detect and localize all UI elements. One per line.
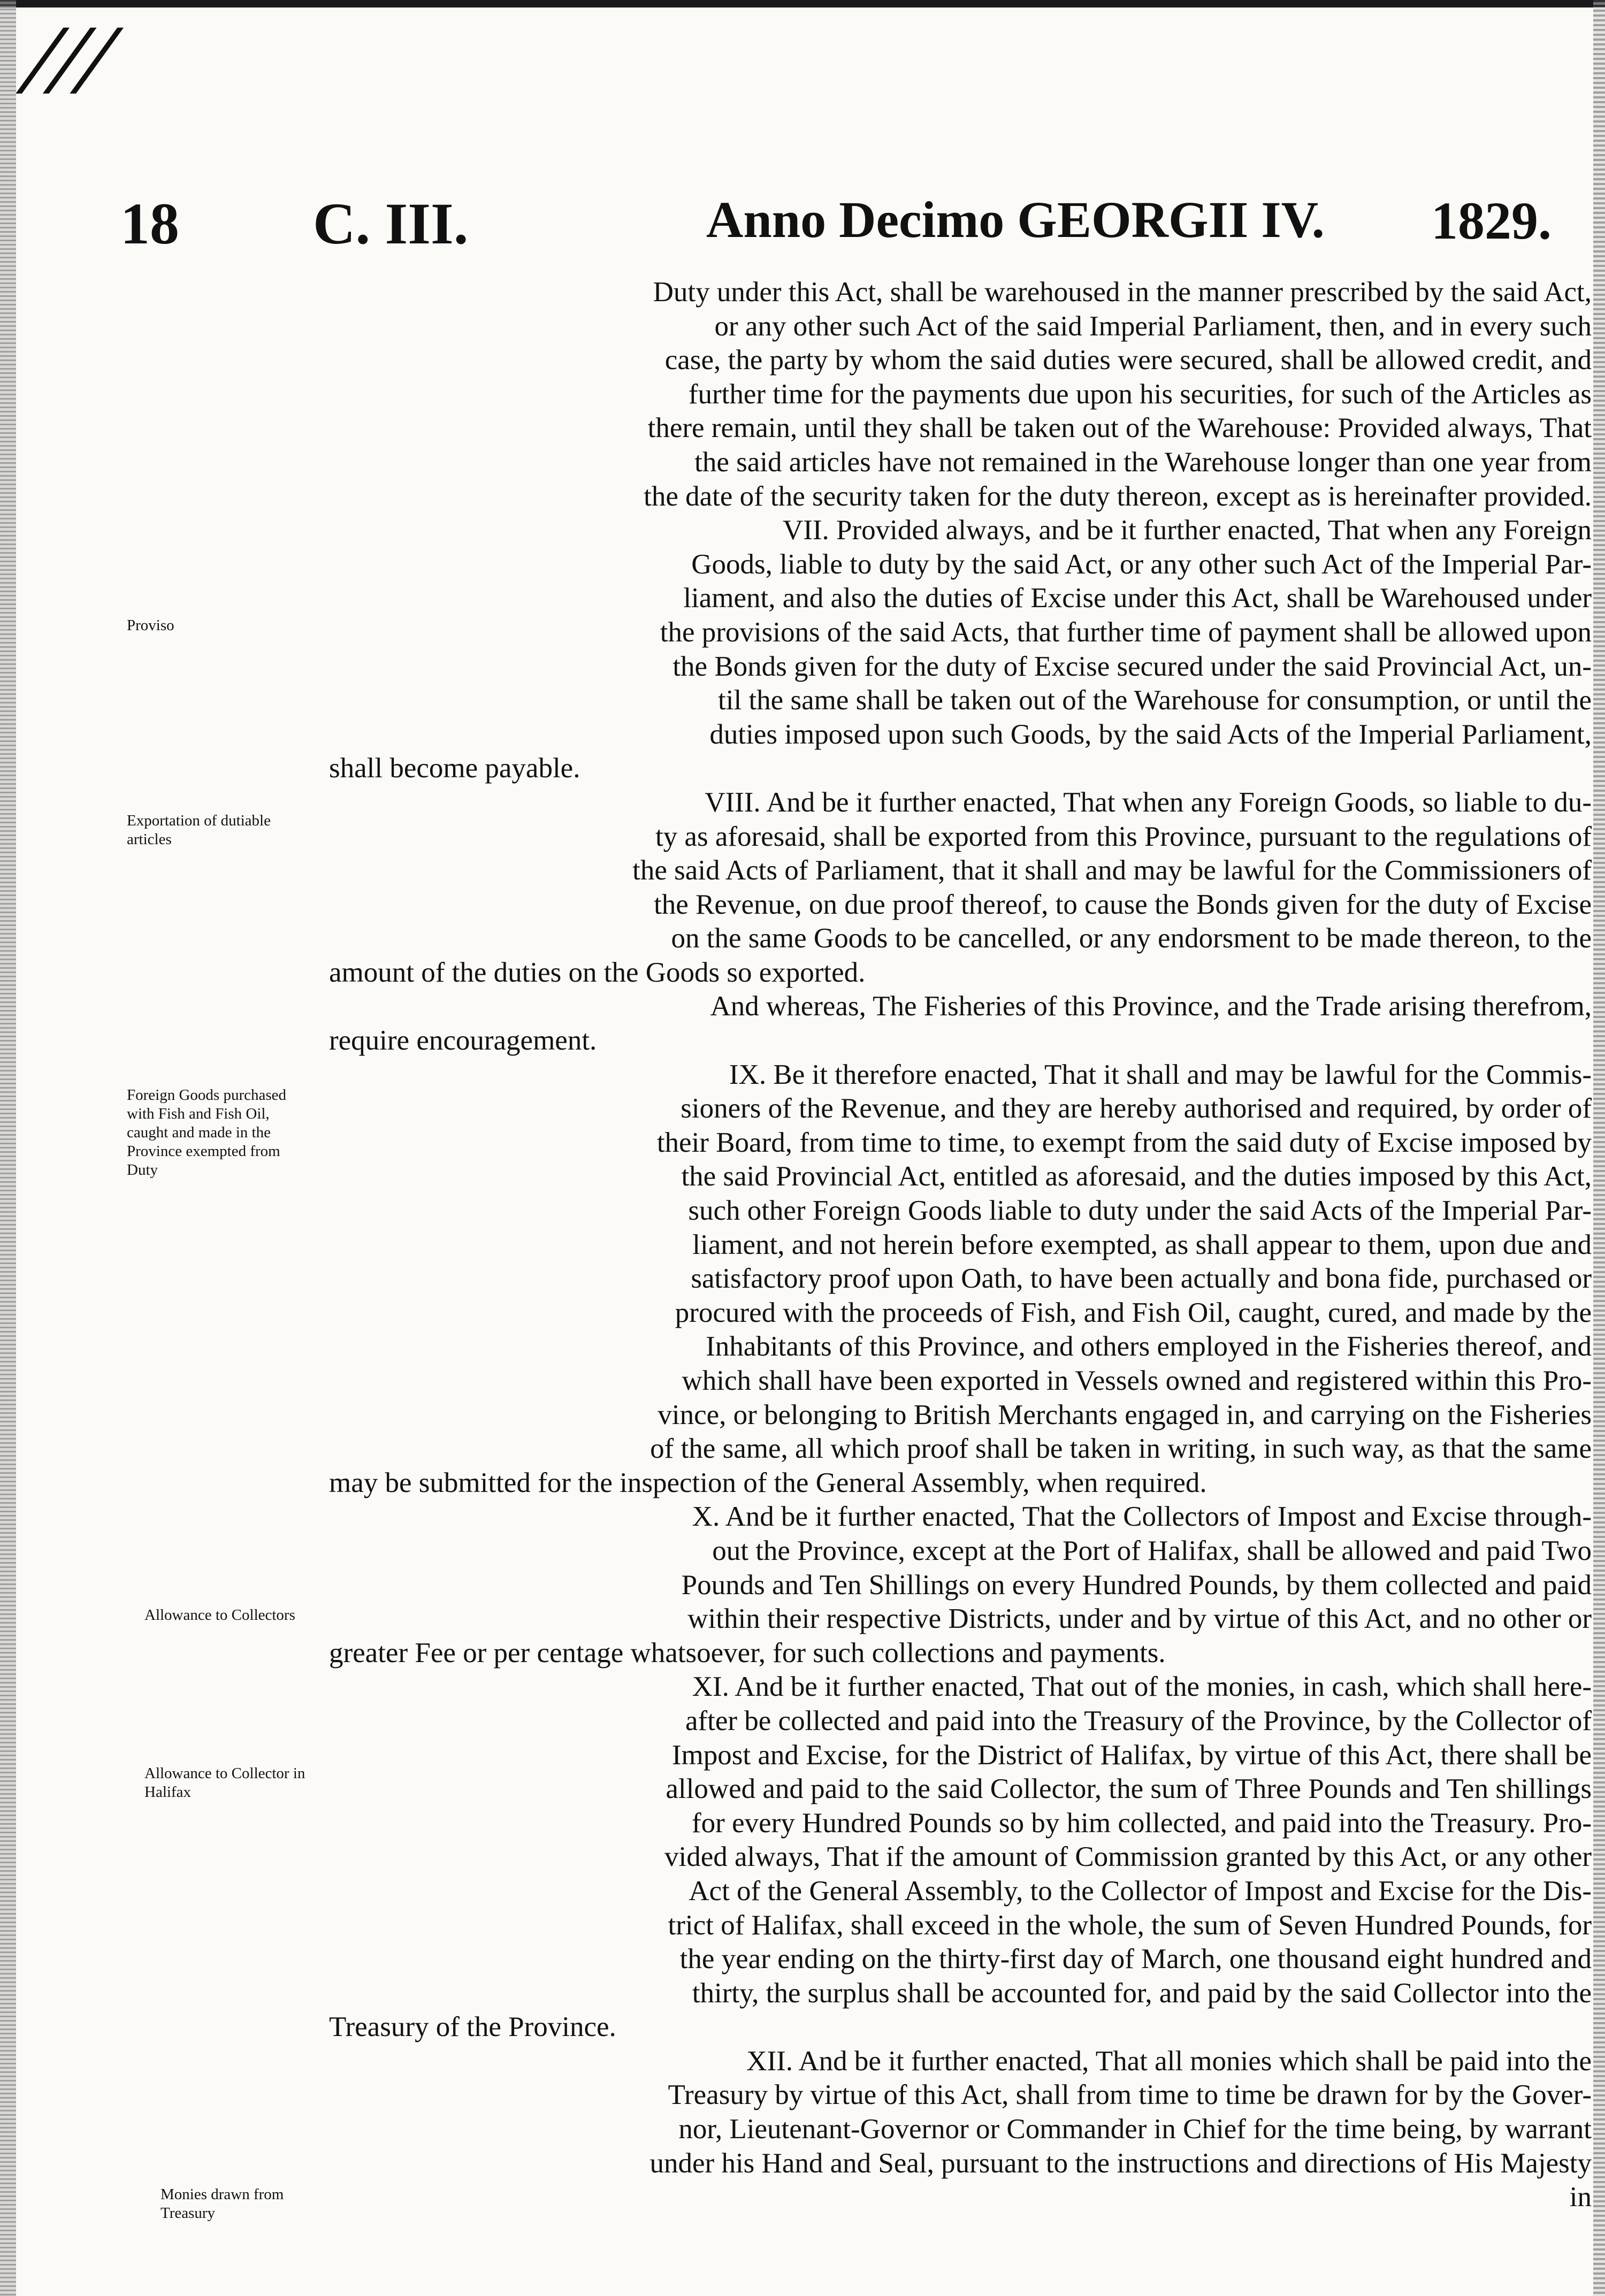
text-line: liament, and also the duties of Excise under this Act, shall be Warehoused under (683, 583, 1592, 614)
chapter-number: C. III. (313, 191, 469, 256)
text-line: on the same Goods to be cancelled, or any endorsment to be made thereon, to the (671, 923, 1592, 954)
year: 1829. (1431, 191, 1552, 250)
text-line: greater Fee or per centage whatsoever, for such collections and payments. (329, 1637, 1166, 1669)
margin-note-allowance-halifax: Allowance to Collector in Halifax (144, 1765, 305, 1801)
text-line: trict of Halifax, shall exceed in the whole, the sum of Seven Hundred Pounds, for (668, 1909, 1592, 1941)
text-line: the date of the security taken for the duty thereon, except as is hereinafter provided. (644, 480, 1592, 512)
text-line: the provisions of the said Acts, that further time of payment shall be allowed upon (660, 616, 1592, 648)
margin-note-exportation: Exportation of dutiable articles (127, 812, 271, 848)
text-line: Duty under this Act, shall be warehoused in the manner prescribed by the said Act, (653, 277, 1592, 308)
text-line: thirty, the surplus shall be accounted for, and paid by the said Collector into the (692, 1977, 1592, 2009)
text-line: for every Hundred Pounds so by him collected, and paid into the Treasury. Pro- (692, 1807, 1592, 1839)
text-line: may be submitted for the inspection of the General Assembly, when required. (329, 1467, 1207, 1498)
text-line: their Board, from time to time, to exempt from the said duty of Excise imposed by (656, 1127, 1592, 1158)
page-number: 18 (120, 191, 179, 256)
text-line: allowed and paid to the said Collector, the sum of Three Pounds and Ten shillings (666, 1773, 1592, 1805)
text-line: or any other such Act of the said Imperial Parliament, then, and in every such (714, 310, 1592, 342)
text-line: Treasury of the Province. (329, 2011, 616, 2043)
margin-note-monies-drawn: Monies drawn from Treasury (160, 2186, 284, 2222)
text-line: Treasury by virtue of this Act, shall from time to time be drawn for by the Gover- (668, 2079, 1592, 2111)
handwritten-page-mark: /// (19, 12, 121, 105)
margin-note-allowance-collectors: Allowance to Collectors (144, 1606, 295, 1624)
catchword: in (1569, 2182, 1592, 2213)
text-line: Goods, liable to duty by the said Act, or any other such Act of the Imperial Par- (691, 548, 1592, 580)
text-line: VIII. And be it further enacted, That when any Foreign Goods, so liable to du- (705, 786, 1592, 818)
text-line: procured with the proceeds of Fish, and Fish Oil, caught, cured, and made by the (675, 1297, 1592, 1328)
text-line: the said Provincial Act, entitled as aforesaid, and the duties imposed by this Act, (681, 1161, 1592, 1192)
text-line: liament, and not herein before exempted, as shall appear to them, upon due and (692, 1229, 1592, 1260)
text-line: out the Province, except at the Port of Halifax, shall be allowed and paid Two (712, 1535, 1592, 1566)
page-header (0, 190, 1605, 270)
text-line: til the same shall be taken out of the Warehouse for consumption, or until the (718, 685, 1592, 716)
text-line: shall become payable. (329, 753, 580, 784)
text-line: amount of the duties on the Goods so exported. (329, 956, 866, 988)
text-line: the said Acts of Parliament, that it shall and may be lawful for the Commissioners of (632, 855, 1592, 886)
text-line: And whereas, The Fisheries of this Province, and the Trade arising therefrom, (710, 991, 1592, 1022)
scan-top-border (0, 0, 1605, 7)
text-line: Pounds and Ten Shillings on every Hundred Pounds, by them collected and paid (681, 1569, 1592, 1601)
text-line: the Bonds given for the duty of Excise secured under the said Provincial Act, un- (672, 650, 1592, 682)
text-line: nor, Lieutenant-Governor or Commander in Chief for the time being, by warrant (678, 2114, 1592, 2145)
text-line: XII. And be it further enacted, That all monies which shall be paid into the (746, 2045, 1592, 2077)
text-line: after be collected and paid into the Treasury of the Province, by the Collector of (685, 1705, 1592, 1736)
text-line: vince, or belonging to British Merchants engaged in, and carrying on the Fisheries (658, 1399, 1592, 1430)
text-line: duties imposed upon such Goods, by the said Acts of the Imperial Parliament, (709, 718, 1592, 750)
text-line: further time for the payments due upon his securities, for such of the Articles as (688, 378, 1592, 410)
text-line: Act of the General Assembly, to the Collector of Impost and Excise for the Dis- (689, 1875, 1592, 1907)
statute-text (329, 275, 1602, 2215)
text-line: of the same, all which proof shall be taken in writing, in such way, as that the same (650, 1433, 1592, 1465)
text-line: Inhabitants of this Province, and others employed in the Fisheries thereof, and (706, 1331, 1592, 1363)
text-line: under his Hand and Seal, pursuant to the instructions and directions of His Majesty (649, 2147, 1592, 2179)
margin-note-foreign-goods: Foreign Goods purchased with Fish and Fish Oil, caught and made in the Province exempted from Duty (127, 1086, 287, 1178)
text-line: ty as aforesaid, shall be exported from this Province, pursuant to the regulations of (655, 821, 1592, 852)
text-line: the Revenue, on due proof thereof, to cause the Bonds given for the duty of Excise (654, 889, 1592, 920)
text-line: which shall have been exported in Vessels owned and registered within this Pro- (682, 1365, 1592, 1396)
text-line: the year ending on the thirty-first day of March, one thousand eight hundred and (679, 1943, 1592, 1975)
text-line: case, the party by whom the said duties were secured, shall be allowed credit, and (664, 345, 1592, 376)
text-line: sioners of the Revenue, and they are hereby authorised and required, by order of (681, 1093, 1592, 1124)
text-line: IX. Be it therefore enacted, That it shall and may be lawful for the Commis- (729, 1059, 1592, 1090)
text-line: X. And be it further enacted, That the Collectors of Impost and Excise through- (692, 1501, 1592, 1533)
text-line: require encouragement. (329, 1025, 597, 1057)
text-line: such other Foreign Goods liable to duty under the said Acts of the Imperial Par- (688, 1195, 1592, 1227)
text-line: within their respective Districts, under and by virtue of this Act, and no other or (687, 1603, 1592, 1635)
margin-note-proviso: Proviso (127, 617, 174, 634)
running-title: Anno Decimo GEORGII IV. (706, 191, 1325, 248)
text-line: VII. Provided always, and be it further enacted, That when any Foreign (782, 515, 1592, 546)
text-line: there remain, until they shall be taken out of the Warehouse: Provided always, That (647, 412, 1592, 444)
scan-left-edge (0, 0, 16, 2296)
text-line: satisfactory proof upon Oath, to have been actually and bona fide, purchased or (691, 1263, 1592, 1295)
text-line: XI. And be it further enacted, That out of the monies, in cash, which shall here- (692, 1671, 1592, 1703)
text-line: Impost and Excise, for the District of Halifax, by virtue of this Act, there shall be (671, 1739, 1592, 1771)
text-line: the said articles have not remained in the Warehouse longer than one year from (694, 446, 1592, 478)
text-line: vided always, That if the amount of Commission granted by this Act, or any other (664, 1841, 1592, 1873)
